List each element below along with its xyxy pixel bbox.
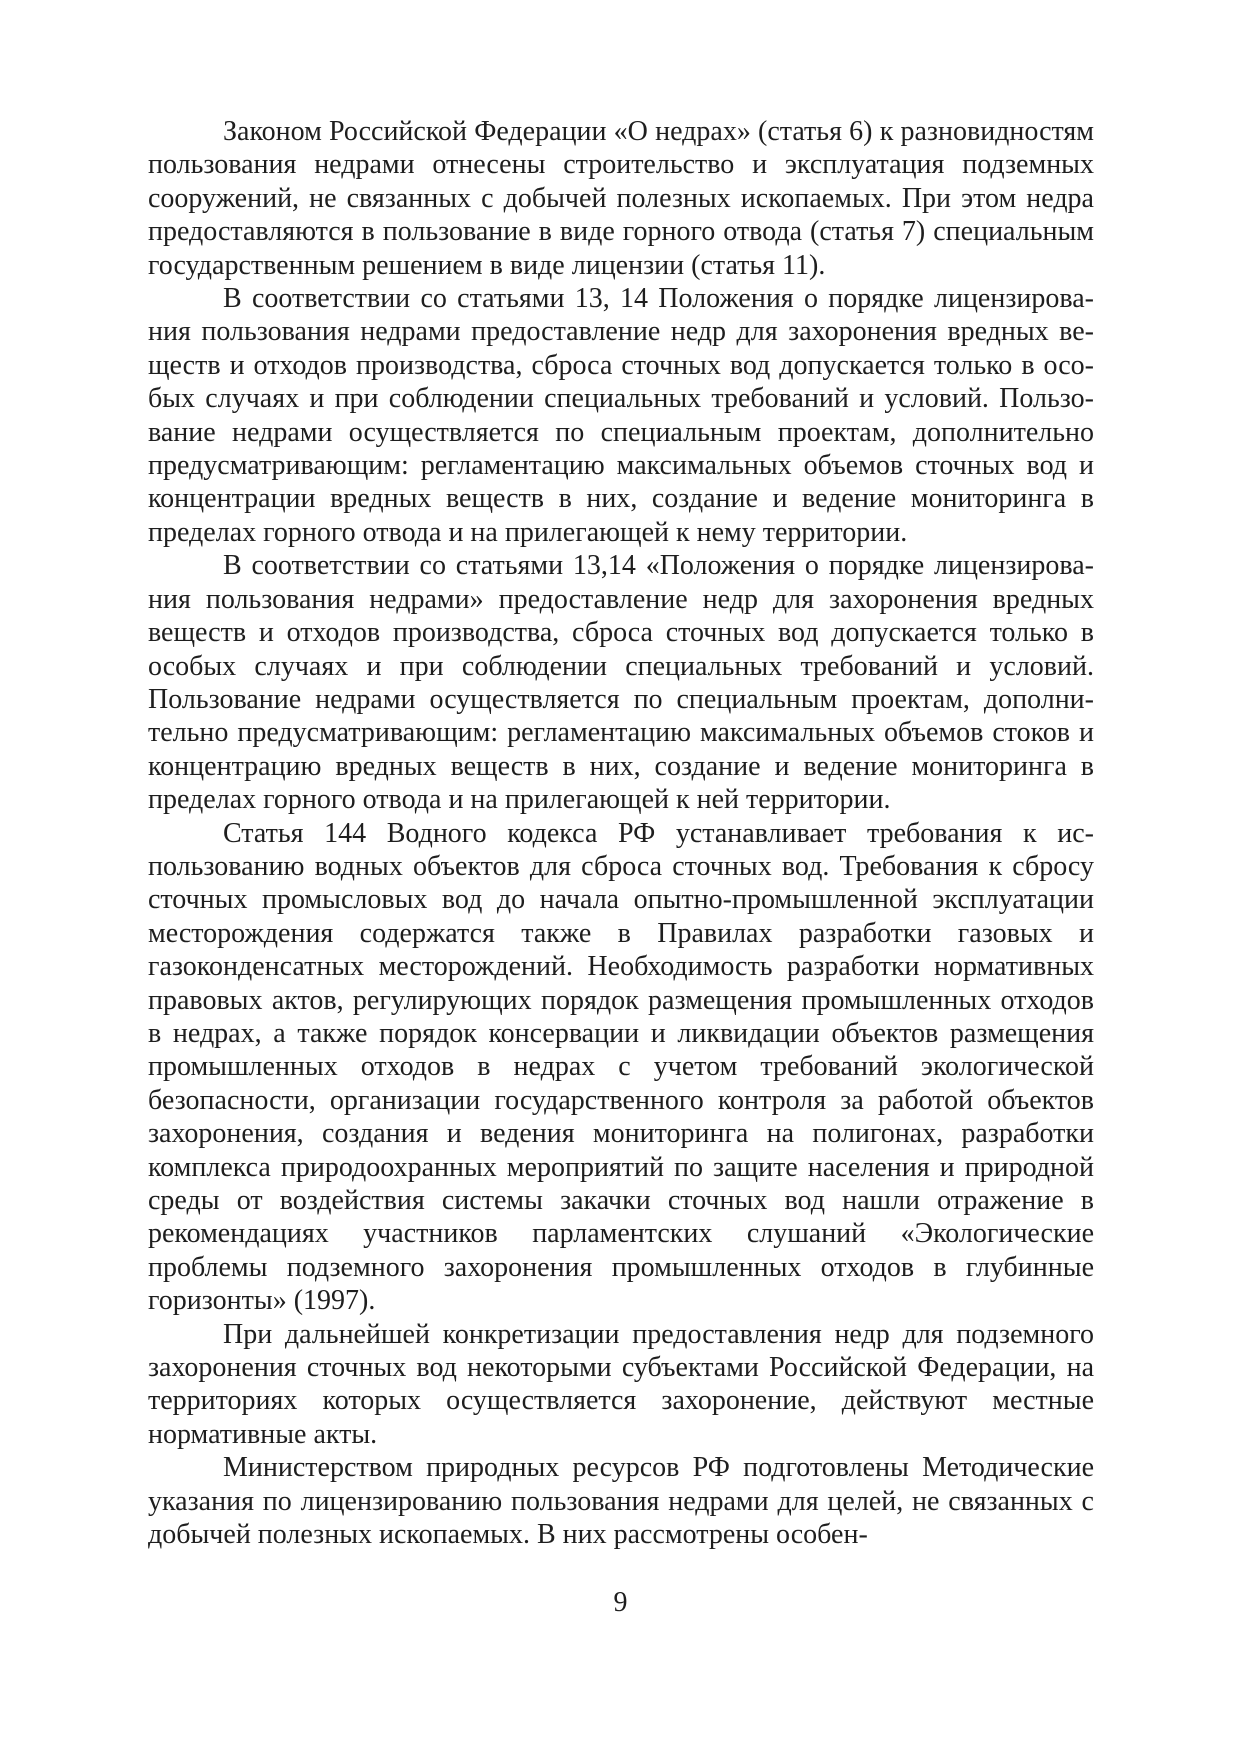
- page-number: 9: [613, 1587, 628, 1618]
- paragraph-1: Законом Российской Федерации «О недрах» (статья 6) к разновидностям пользования недрами отнесены строительство и эксплуатация подземных сооружений, не связанных с добычей полезных ископаемых. При этом недра предоставляются в пользование в виде горного отвода (статья 7) специальным государственным решением в виде лицензии (статья 11).: [148, 116, 1094, 281]
- paragraph-6: Министерством природных ресурсов РФ подготовлены Методические указания по лицензированию пользования недрами для целей, не связанных с добычей полезных ископаемых. В них рассмотрены особен-: [148, 1452, 1094, 1551]
- paragraph-4: Статья 144 Водного кодекса РФ устанавливает требования к использованию водных объектов для сброса сточных вод. Требования к сбросу сточных промысловых вод до начала опытно-промышленной эксплуатации месторождения содержатся также в Правилах разработки газовых и газоконденсатных месторождений. Необходимость разработки нормативных правовых актов, регулирующих порядок размещения промышленных отходов в недрах, а также порядок консервации и ликвидации объектов размещения промышленных отходов в недрах с учетом требований экологической безопасности, организации государственного контроля за работой объектов захоронения, создания и ведения мониторинга на полигонах, разработки комплекса природоохранных мероприятий по защите населения и природной среды от воздействия системы закачки сточных вод нашли отражение в рекомендациях участников парламентских слушаний «Экологические проблемы подземного захоронения промышленных отходов в глубинные горизонты» (1997).: [148, 817, 1094, 1317]
- paragraph-5: При дальнейшей конкретизации предоставления недр для подземного захоронения сточных вод некоторыми субъектами Российской Федерации, на территориях которых осуществляется захоронение, действуют местные нормативные акты.: [148, 1318, 1094, 1450]
- paragraph-2: В соответствии со статьями 13, 14 Положения о порядке лицензирования пользования недрами предоставление недр для захоронения вредных веществ и отходов производства, сброса сточных вод допускается только в особых случаях и при соблюдении специальных требований и условий. Пользование недрами осуществляется по специальным проектам, дополнительно предусматривающим: регламентацию максимальных объемов сточных вод и концентрации вредных веществ в них, создание и ведение мониторинга в пределах горного отвода и на прилегающей к нему территории.: [148, 283, 1094, 548]
- body-text: [148, 115, 1094, 1551]
- paragraph-3: В соответствии со статьями 13,14 «Положения о порядке лицензирования пользования недрами» предоставление недр для захоронения вредных веществ и отходов производства, сброса сточных вод допускается только в особых случаях и при соблюдении специальных требований и условий. Пользование недрами осуществляется по специальным проектам, дополнительно предусматривающим: регламентацию максимальных объемов стоков и концентрацию вредных веществ в них, создание и ведение мониторинга в пределах горного отвода и на прилегающей к ней территории.: [148, 550, 1094, 816]
